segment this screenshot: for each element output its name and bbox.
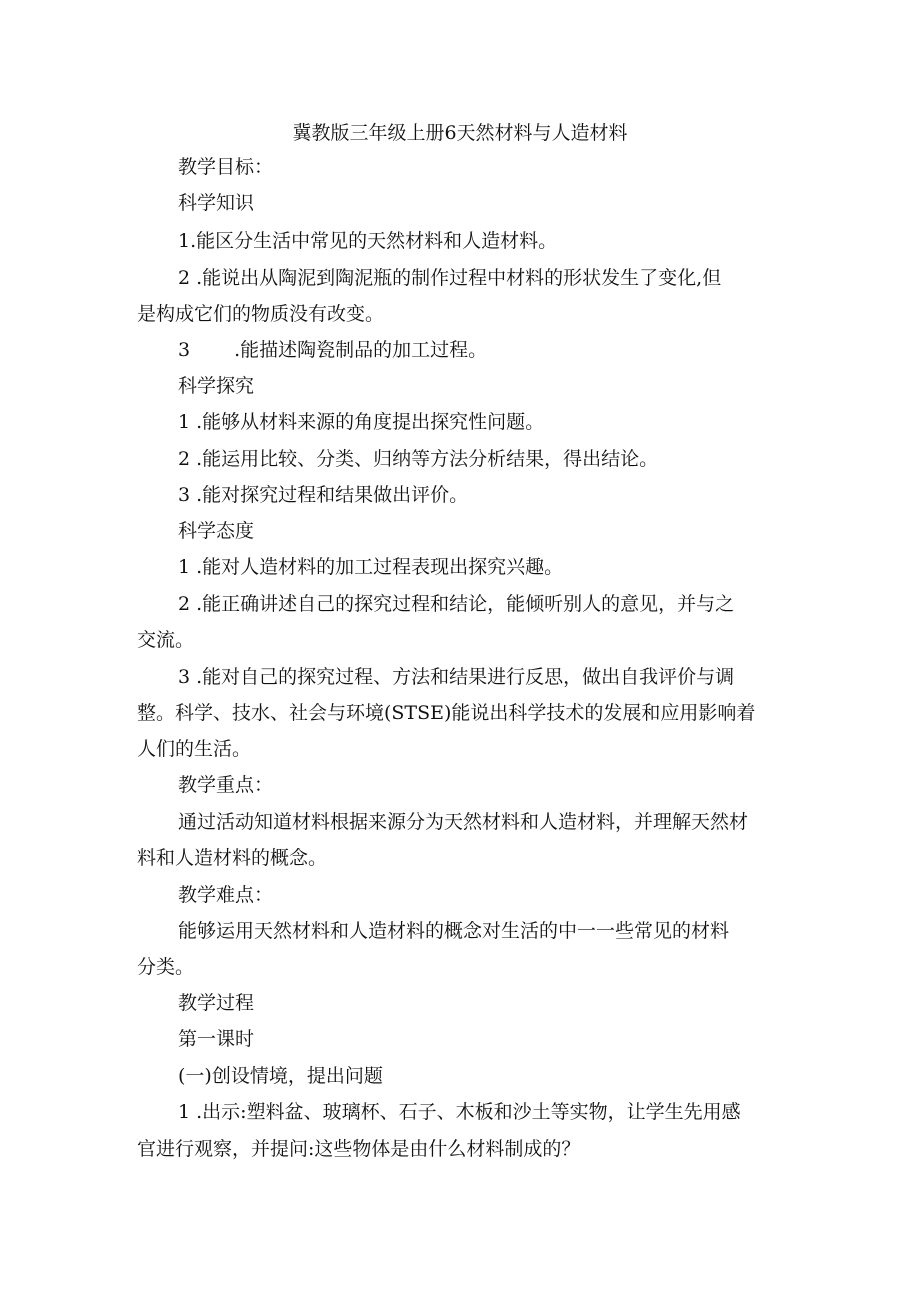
heading-teaching-process: 教学过程: [178, 992, 255, 1014]
paragraph-line: 人们的生活。: [137, 738, 252, 760]
heading-teaching-focus: 教学重点：: [178, 774, 274, 796]
document-title: 冀教版三年级上册6天然材料与人造材料: [292, 122, 628, 144]
paragraph-line: 交流。: [137, 629, 195, 651]
list-number: 3: [178, 339, 191, 361]
heading-teaching-objectives: 教学目标：: [178, 156, 274, 178]
heading-first-lesson: 第一课时: [178, 1028, 255, 1050]
heading-science-knowledge: 科学知识: [178, 192, 255, 214]
paragraph-line: 1 .能够从材料来源的角度提出探究性问题。: [178, 411, 545, 433]
paragraph-line: 1 .出示:塑料盆、玻璃杯、石子、木板和沙土等实物，让学生先用感: [178, 1101, 741, 1123]
paragraph-line: 2 .能说出从陶泥到陶泥瓶的制作过程中材料的形状发生了变化,但: [178, 267, 722, 289]
heading-section-one: (一)创设情境，提出问题: [178, 1065, 383, 1087]
paragraph-line: 1 .能对人造材料的加工过程表现出探究兴趣。: [178, 556, 564, 578]
paragraph-line: 官进行观察，并提问:这些物体是由什么材料制成的？: [137, 1138, 581, 1160]
paragraph-line: 2 .能正确讲述自己的探究过程和结论，能倾听别人的意见，并与之: [178, 593, 735, 615]
heading-science-attitude: 科学态度: [178, 520, 255, 542]
paragraph-line: 分类。: [137, 956, 195, 978]
list-item-row: [178, 335, 487, 365]
paragraph-line: 2 .能运用比较、分类、归纳等方法分析结果，得出结论。: [178, 448, 659, 470]
paragraph-line: 3 .能对自己的探究过程、方法和结果进行反思，做出自我评价与调: [178, 666, 735, 688]
paragraph-line: 料和人造材料的概念。: [137, 847, 328, 869]
paragraph-line: 整。科学、技水、社会与环境(STSE)能说出科学技术的发展和应用影响着: [137, 702, 756, 724]
paragraph-line: 通过活动知道材料根据来源分为天然材料和人造材料，并理解天然材: [178, 811, 749, 833]
paragraph-line: 是构成它们的物质没有改变。: [137, 303, 385, 325]
list-text: .能描述陶瓷制品的加工过程。: [234, 339, 488, 361]
paragraph-line: 1.能区分生活中常见的天然材料和人造材料。: [178, 230, 558, 252]
paragraph-line: 3 .能对探究过程和结果做出评价。: [178, 484, 469, 506]
heading-teaching-difficulty: 教学难点：: [178, 884, 274, 906]
paragraph-line: 能够运用天然材料和人造材料的概念对生活的中一一些常见的材料: [178, 920, 730, 942]
heading-science-inquiry: 科学探究: [178, 375, 255, 397]
